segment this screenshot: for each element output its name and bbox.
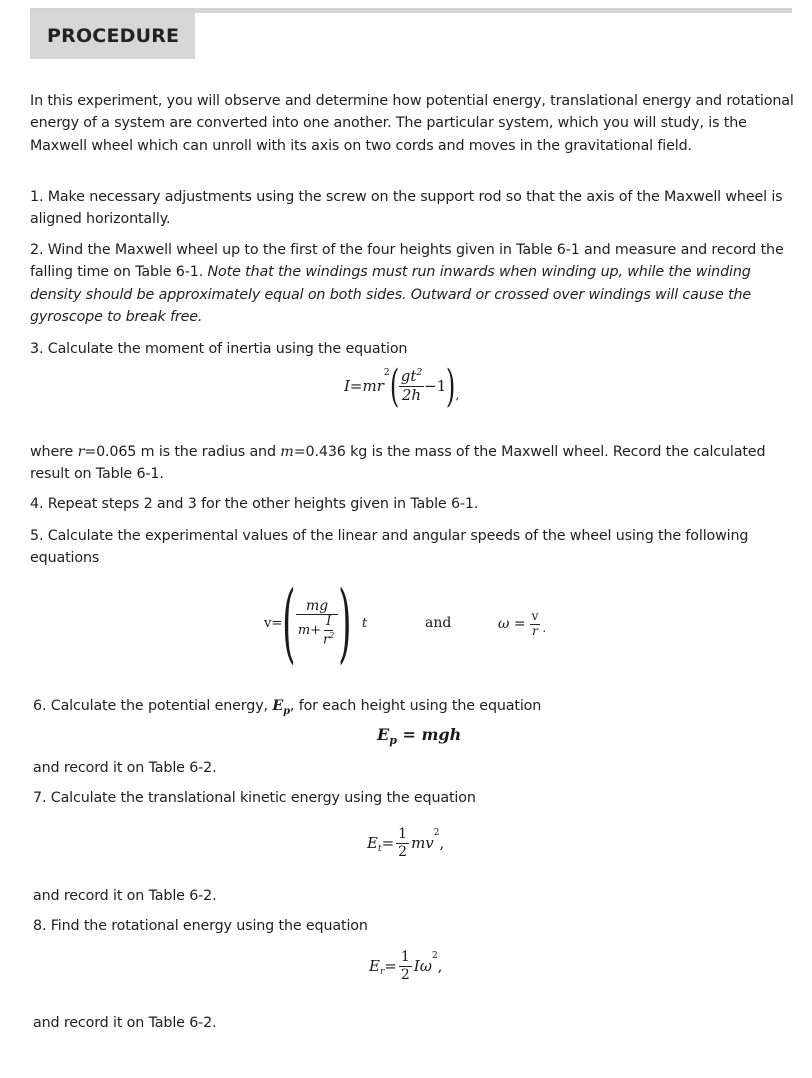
inertia-num-text: gt [400,367,417,386]
step-6-text-a: 6. Calculate the potential energy, [33,698,273,714]
step-6 [33,695,793,723]
step-3: 3. Calculate the moment of inertia using the equation [30,341,408,357]
step-5: 5. Calculate the experimental values of the linear and angular speeds of the wheel using the following equations [30,528,749,567]
intro-paragraph: In this experiment, you will observe and determine how potential energy, translational energy and rotational energy of a system are converted into one another. The particular system, which you will study, is the Maxwell wheel which can unroll with its axis on two cords and moves in the gravitational field. [30,93,794,154]
et-num: 1 [398,826,408,843]
speed-right-paren: ) [338,573,352,673]
step-1: 1. Make necessary adjustments using the screw on the support rod so that the axis of the Maxwell wheel is aligned horizontally. [30,189,783,228]
ep-E: E [377,725,390,744]
step-2 [30,239,796,329]
er-num: 1 [400,949,410,966]
ep-sub: p [389,734,397,748]
speed-den-m: m+ [297,623,322,639]
speed-inner-den-r: r [323,632,330,648]
inertia-fraction [399,368,424,404]
step-6-text-b: , for each height using the equation [289,698,542,714]
step-2-text: 2. Wind the Maxwell wheel up to the first of the four heights given in Table 6-1 and measure and record the falling time on Table 6-1. [30,242,784,281]
inertia-lhs-exp: 2 [383,368,390,378]
speed-den [296,615,339,648]
er-sub: r [379,967,385,977]
et-comma: , [439,834,445,852]
speed-inner-num: I [326,613,332,629]
speed-t: t [361,615,368,631]
omega-den: r [532,623,538,638]
record-8: and record it on Table 6-2. [33,1015,217,1031]
omega-fraction [530,610,541,639]
er-comma: , [437,957,443,975]
speed-left-paren: ( [282,573,296,673]
et-equals: = [381,834,395,852]
where-text-1: where [30,444,78,460]
translational-energy-equation [367,818,444,868]
inertia-num-exp: 2 [416,368,423,379]
inertia-lhs: I=mr [344,377,384,395]
inertia-comma: , [455,388,460,402]
left-paren: ( [389,360,399,412]
step-7: 7. Calculate the translational kinetic energy using the equation [33,790,476,806]
where-text-3: is the mass of the Maxwell wheel. Record the calculated result on Table 6-1. [30,444,766,483]
record-7: and record it on Table 6-2. [33,888,217,904]
where-paragraph [30,441,796,486]
ep-rhs: = mgh [396,725,462,744]
angular-speed-equation [498,599,546,649]
right-paren: ) [446,360,456,412]
et-exp: 2 [433,828,440,838]
et-sub: t [377,844,382,854]
inertia-den: 2h [401,385,422,404]
et-den: 2 [398,843,408,860]
step-8: 8. Find the rotational energy using the equation [33,918,368,934]
er-E: E [369,957,380,975]
section-heading: PROCEDURE [30,13,195,59]
step-2-note: Note that the windings must run inwards when winding up, while the winding density should be approximately equal on both sides. Outward or crossed over windings will cause the gyroscope to break free. [30,264,752,326]
inertia-num [399,368,424,386]
r-symbol: r [77,444,85,460]
record-6: and record it on Table 6-2. [33,760,217,776]
er-fraction [399,949,412,982]
inertia-equation [344,358,459,414]
inertia-minus-one: −1 [424,377,447,395]
speed-inner-den-exp: 2 [329,630,335,640]
r-value: =0.065 m [84,444,155,460]
speed-inner-den [321,631,336,648]
er-den: 2 [400,966,410,983]
m-value: =0.436 kg [293,444,368,460]
er-exp: 2 [431,951,438,961]
et-E: E [367,834,378,852]
m-symbol: m [280,444,294,460]
potential-energy-equation [377,725,461,747]
step-4: 4. Repeat steps 2 and 3 for the other heights given in Table 6-1. [30,496,479,512]
er-equals: = [384,957,397,975]
and-word: and [425,615,452,631]
et-fraction [396,826,409,859]
linear-speed-equation [264,573,368,673]
v-lhs: v= [264,615,283,631]
er-rhs: Iω [413,957,432,975]
omega-num: v [531,608,539,623]
et-rhs: mv [411,834,434,852]
omega-period: . [542,621,547,635]
speed-fraction [296,598,339,648]
speed-inner-fraction [321,615,336,648]
omega-lhs: ω = [498,616,526,632]
step-6-E: E [272,698,284,714]
step-6-sub: p [283,705,290,717]
rotational-energy-equation [369,941,442,991]
where-text-2: is the radius and [154,444,281,460]
speed-num: mg [296,598,338,615]
